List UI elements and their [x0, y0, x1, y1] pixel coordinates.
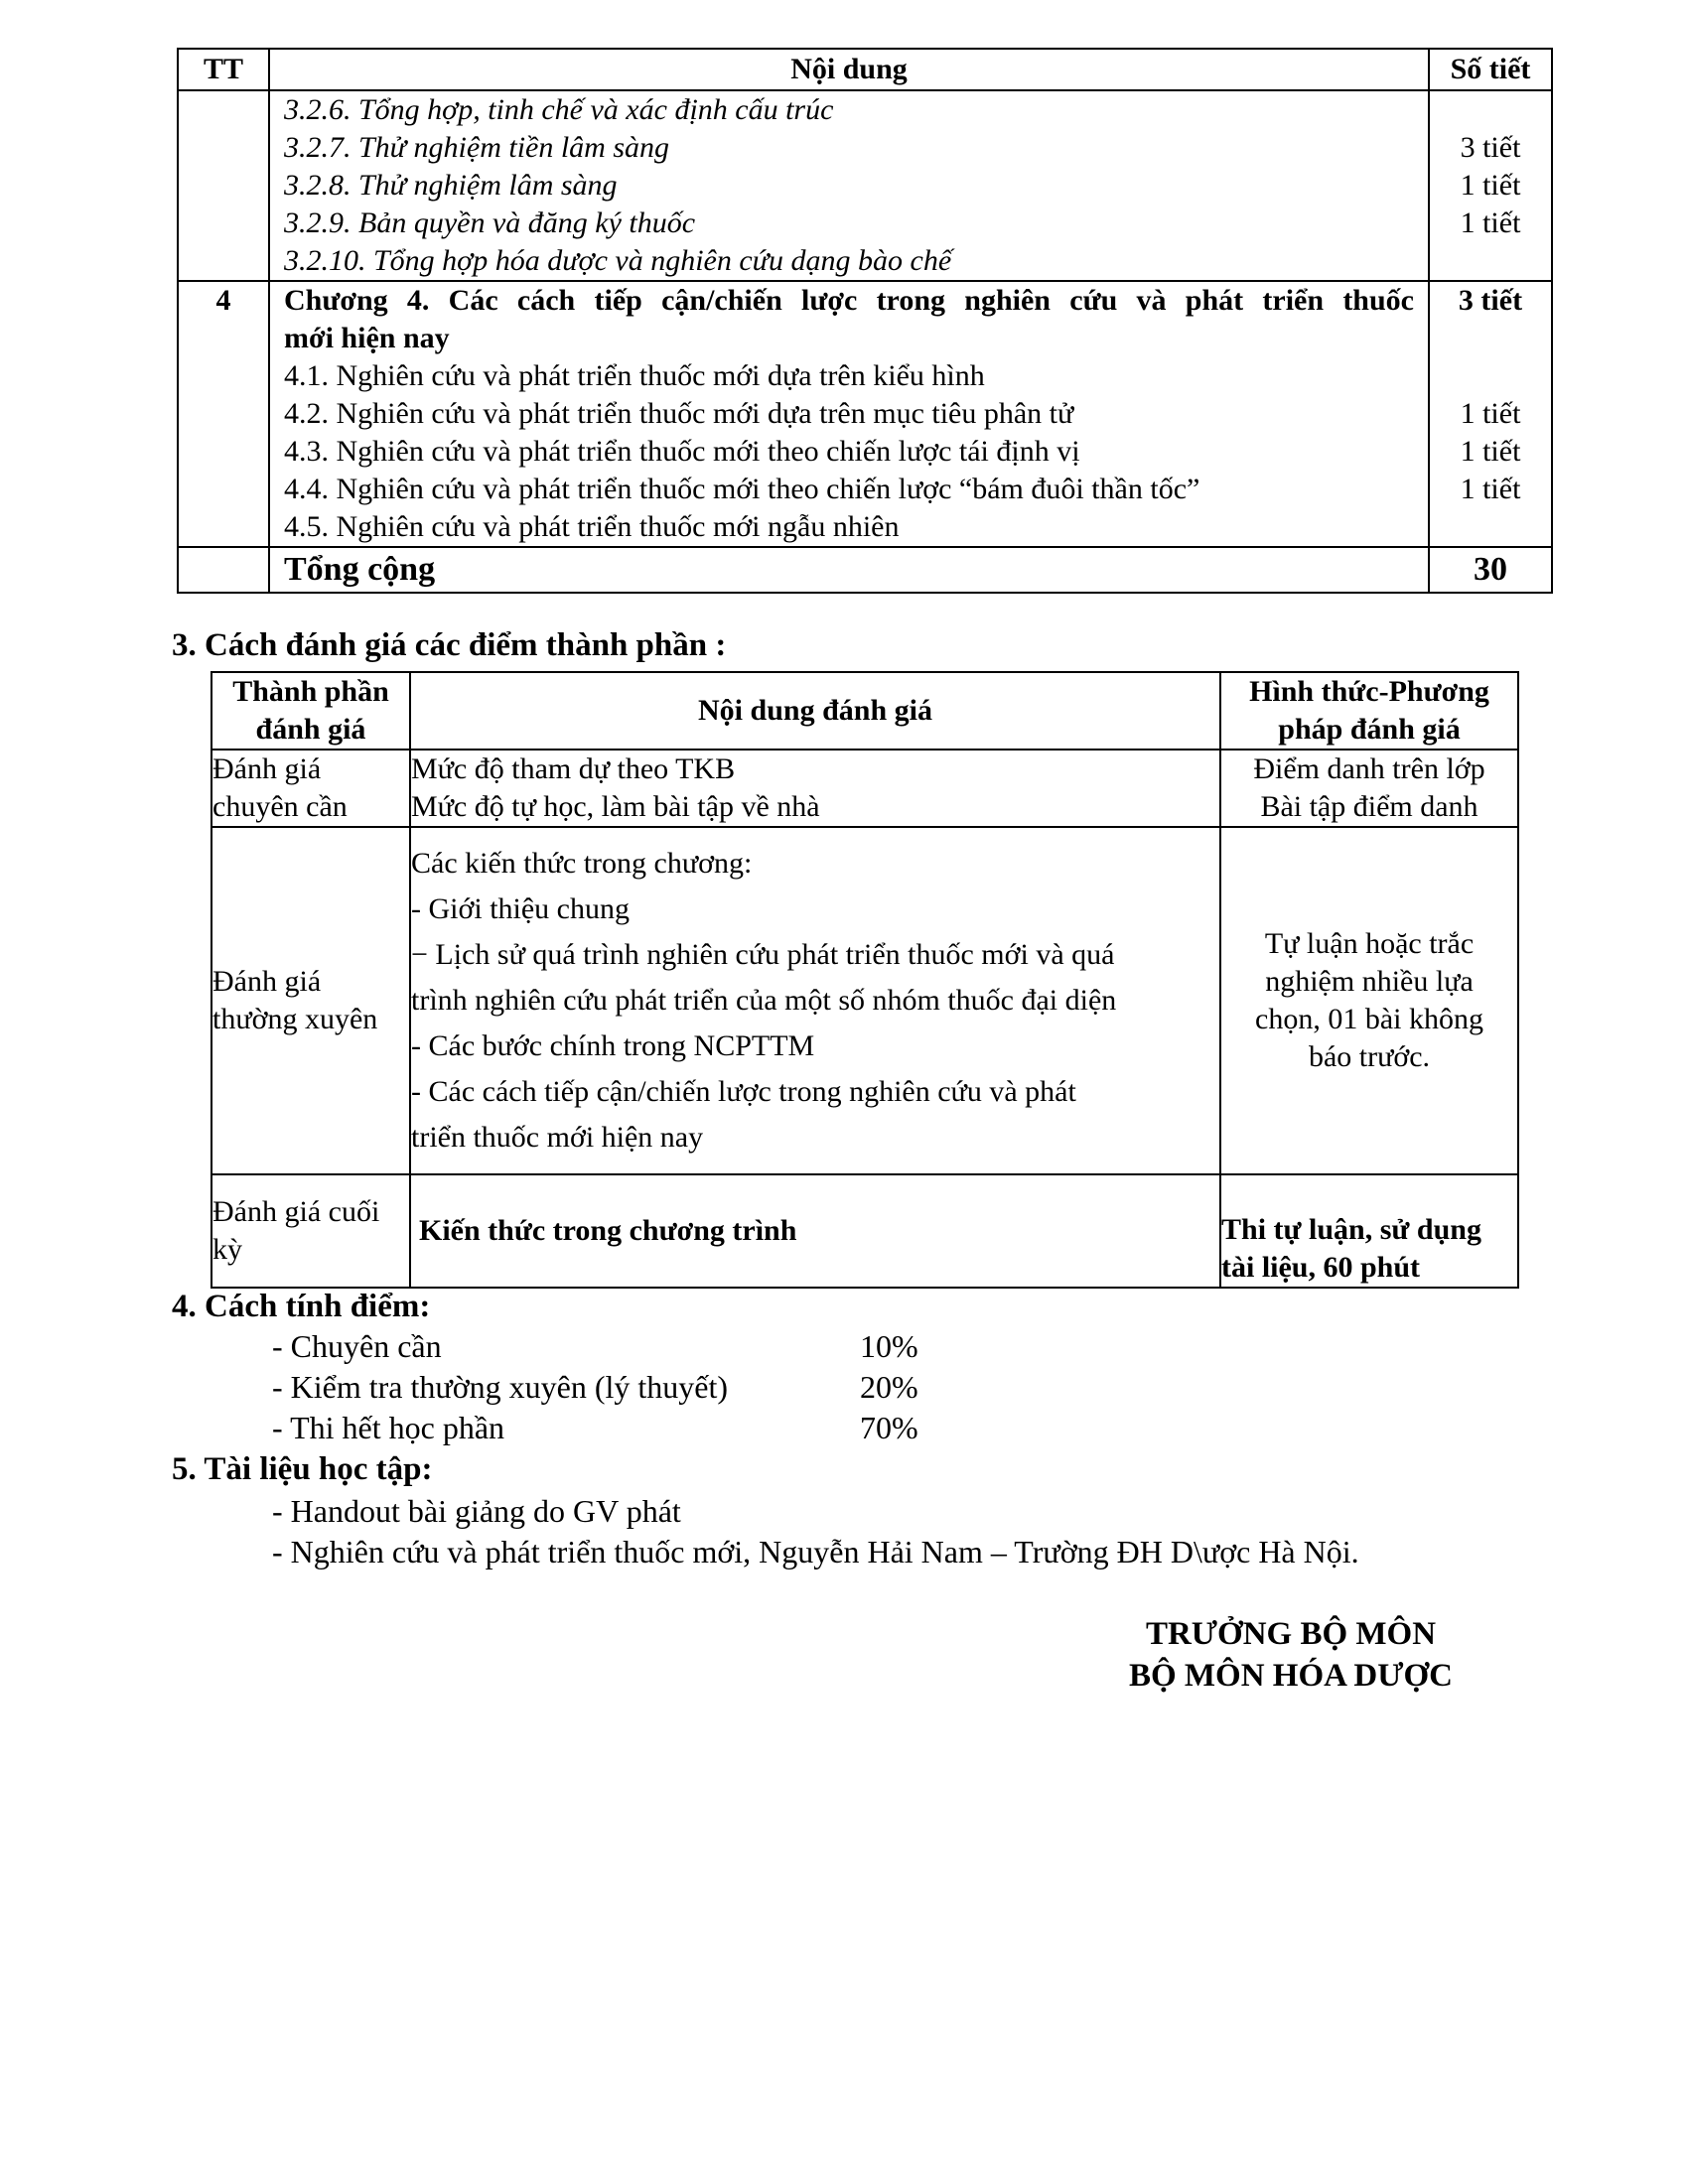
row-content [269, 90, 1429, 281]
list-item: 3.2.8. Thử nghiệm lâm sàng [284, 169, 618, 202]
cell-text: - Các bước chính trong NCPTTM [411, 1029, 815, 1062]
syllabus-content-table [177, 48, 1553, 594]
cell-text: Bài tập điểm danh [1260, 790, 1478, 823]
cell-text: chuyên cần [212, 790, 348, 823]
header-content: Nội dung đánh giá [410, 672, 1220, 750]
row-content [269, 281, 1429, 547]
cell-text: kỳ [212, 1233, 242, 1266]
content-cell [410, 827, 1220, 1174]
hours-value: 1 tiết [1460, 206, 1521, 239]
section-5-heading: 5. Tài liệu học tập: [172, 1451, 433, 1487]
list-item: 4.1. Nghiên cứu và phát triển thuốc mới dựa trên kiểu hình [284, 359, 985, 392]
total-value: 30 [1429, 547, 1552, 593]
list-item: 4.2. Nghiên cứu và phát triển thuốc mới dựa trên mục tiêu phân tử [284, 397, 1074, 430]
table-row [178, 281, 1552, 547]
cell-text: triển thuốc mới hiện nay [411, 1121, 704, 1154]
chapter-title: Chương 4. Các cách tiếp cận/chiến lược trong nghiên cứu và phát triển thuốc [284, 284, 1414, 317]
table-row [211, 1174, 1518, 1288]
header-text: Thành phần [232, 675, 389, 708]
cell-text: nghiệm nhiều lựa [1265, 965, 1474, 998]
list-item: 3.2.6. Tổng hợp, tinh chế và xác định cấu trúc [284, 93, 834, 126]
cell-text: Điểm danh trên lớp [1253, 752, 1485, 785]
total-label: Tổng cộng [269, 547, 1429, 593]
table-row [178, 90, 1552, 281]
hours-value [1430, 242, 1551, 280]
list-item: 3.2.7. Thử nghiệm tiền lâm sàng [284, 131, 670, 164]
method-cell [1220, 827, 1518, 1174]
grade-item-value: 10% [860, 1328, 918, 1364]
grade-item-value: 70% [860, 1410, 918, 1445]
content-cell [410, 750, 1220, 827]
hours-value: 1 tiết [1460, 435, 1521, 468]
component-cell [211, 827, 410, 1174]
reference-item: - Handout bài giảng do GV phát [272, 1493, 681, 1529]
cell-text: Đánh giá cuối [212, 1195, 380, 1228]
total-row [178, 547, 1552, 593]
row-hours [1429, 281, 1552, 547]
grade-item-label: - Thi hết học phần [272, 1410, 505, 1445]
cell-text: trình nghiên cứu phát triển của một số nhóm thuốc đại diện [411, 984, 1117, 1017]
header-text: Hình thức-Phương [1249, 675, 1489, 708]
hours-value: 3 tiết [1458, 284, 1523, 317]
content-cell: Kiến thức trong chương trình [410, 1174, 1220, 1288]
cell-text: Tự luận hoặc trắc [1264, 927, 1475, 960]
cell-text: − Lịch sử quá trình nghiên cứu phát triển thuốc mới và quá [411, 938, 1115, 971]
row-number [178, 90, 269, 281]
reference-item: - Nghiên cứu và phát triển thuốc mới, Nguyễn Hải Nam – Trường ĐH D\ược Hà Nội. [272, 1534, 1359, 1570]
signature-department: BỘ MÔN HÓA DƯỢC [1128, 1658, 1454, 1694]
component-cell [211, 1174, 410, 1288]
table-row [211, 750, 1518, 827]
hours-value [1430, 91, 1551, 129]
hours-value: 1 tiết [1460, 473, 1521, 505]
cell-text: Các kiến thức trong chương: [411, 847, 753, 880]
section-4-heading: 4. Cách tính điểm: [172, 1289, 431, 1324]
row-number [178, 547, 269, 593]
cell-text: Đánh giá [212, 752, 322, 785]
method-cell [1220, 1174, 1518, 1288]
assessment-table [211, 671, 1519, 1289]
row-number: 4 [178, 281, 269, 547]
grade-item-label: - Chuyên cần [272, 1328, 442, 1364]
header-text: pháp đánh giá [1278, 713, 1461, 746]
table-header-row [211, 672, 1518, 750]
signature-title: TRƯỞNG BỘ MÔN [1145, 1616, 1437, 1652]
list-item: 4.4. Nghiên cứu và phát triển thuốc mới theo chiến lược “bám đuôi thần tốc” [284, 473, 1200, 505]
header-method [1220, 672, 1518, 750]
grade-item-label: - Kiểm tra thường xuyên (lý thuyết) [272, 1369, 729, 1405]
list-item: 4.5. Nghiên cứu và phát triển thuốc mới ngẫu nhiên [284, 510, 900, 543]
list-item: 3.2.9. Bản quyền và đăng ký thuốc [284, 206, 696, 239]
table-row [211, 827, 1518, 1174]
cell-text: - Các cách tiếp cận/chiến lược trong nghiên cứu và phát [411, 1075, 1076, 1108]
cell-text: Thi tự luận, sử dụng [1221, 1213, 1481, 1246]
header-component [211, 672, 410, 750]
hours-value: 3 tiết [1460, 131, 1521, 164]
chapter-title-cont: mới hiện nay [284, 322, 450, 354]
cell-text: báo trước. [1308, 1040, 1431, 1073]
header-text: đánh giá [255, 713, 366, 746]
component-cell [211, 750, 410, 827]
list-item: 4.3. Nghiên cứu và phát triển thuốc mới theo chiến lược tái định vị [284, 435, 1080, 468]
hours-value [1430, 357, 1551, 395]
list-item: 3.2.10. Tổng hợp hóa dược và nghiên cứu dạng bào chế [284, 244, 952, 277]
hours-spacer [1430, 320, 1551, 357]
section-3-heading: 3. Cách đánh giá các điểm thành phần : [172, 627, 727, 663]
table-header-row [178, 49, 1552, 90]
cell-text: Đánh giá [212, 965, 322, 998]
row-hours [1429, 90, 1552, 281]
header-tt: TT [178, 49, 269, 90]
method-cell [1220, 750, 1518, 827]
header-so-tiet: Số tiết [1429, 49, 1552, 90]
hours-value: 1 tiết [1460, 397, 1521, 430]
cell-text: - Giới thiệu chung [411, 892, 630, 925]
cell-text: tài liệu, 60 phút [1221, 1251, 1421, 1284]
cell-text: chọn, 01 bài không [1255, 1003, 1483, 1035]
grade-item-value: 20% [860, 1369, 918, 1405]
cell-text: thường xuyên [212, 1003, 378, 1035]
cell-text: Mức độ tự học, làm bài tập về nhà [411, 790, 820, 823]
hours-value: 1 tiết [1460, 169, 1521, 202]
hours-value [1430, 508, 1551, 546]
cell-text: Mức độ tham dự theo TKB [411, 752, 736, 785]
header-noi-dung: Nội dung [269, 49, 1429, 90]
